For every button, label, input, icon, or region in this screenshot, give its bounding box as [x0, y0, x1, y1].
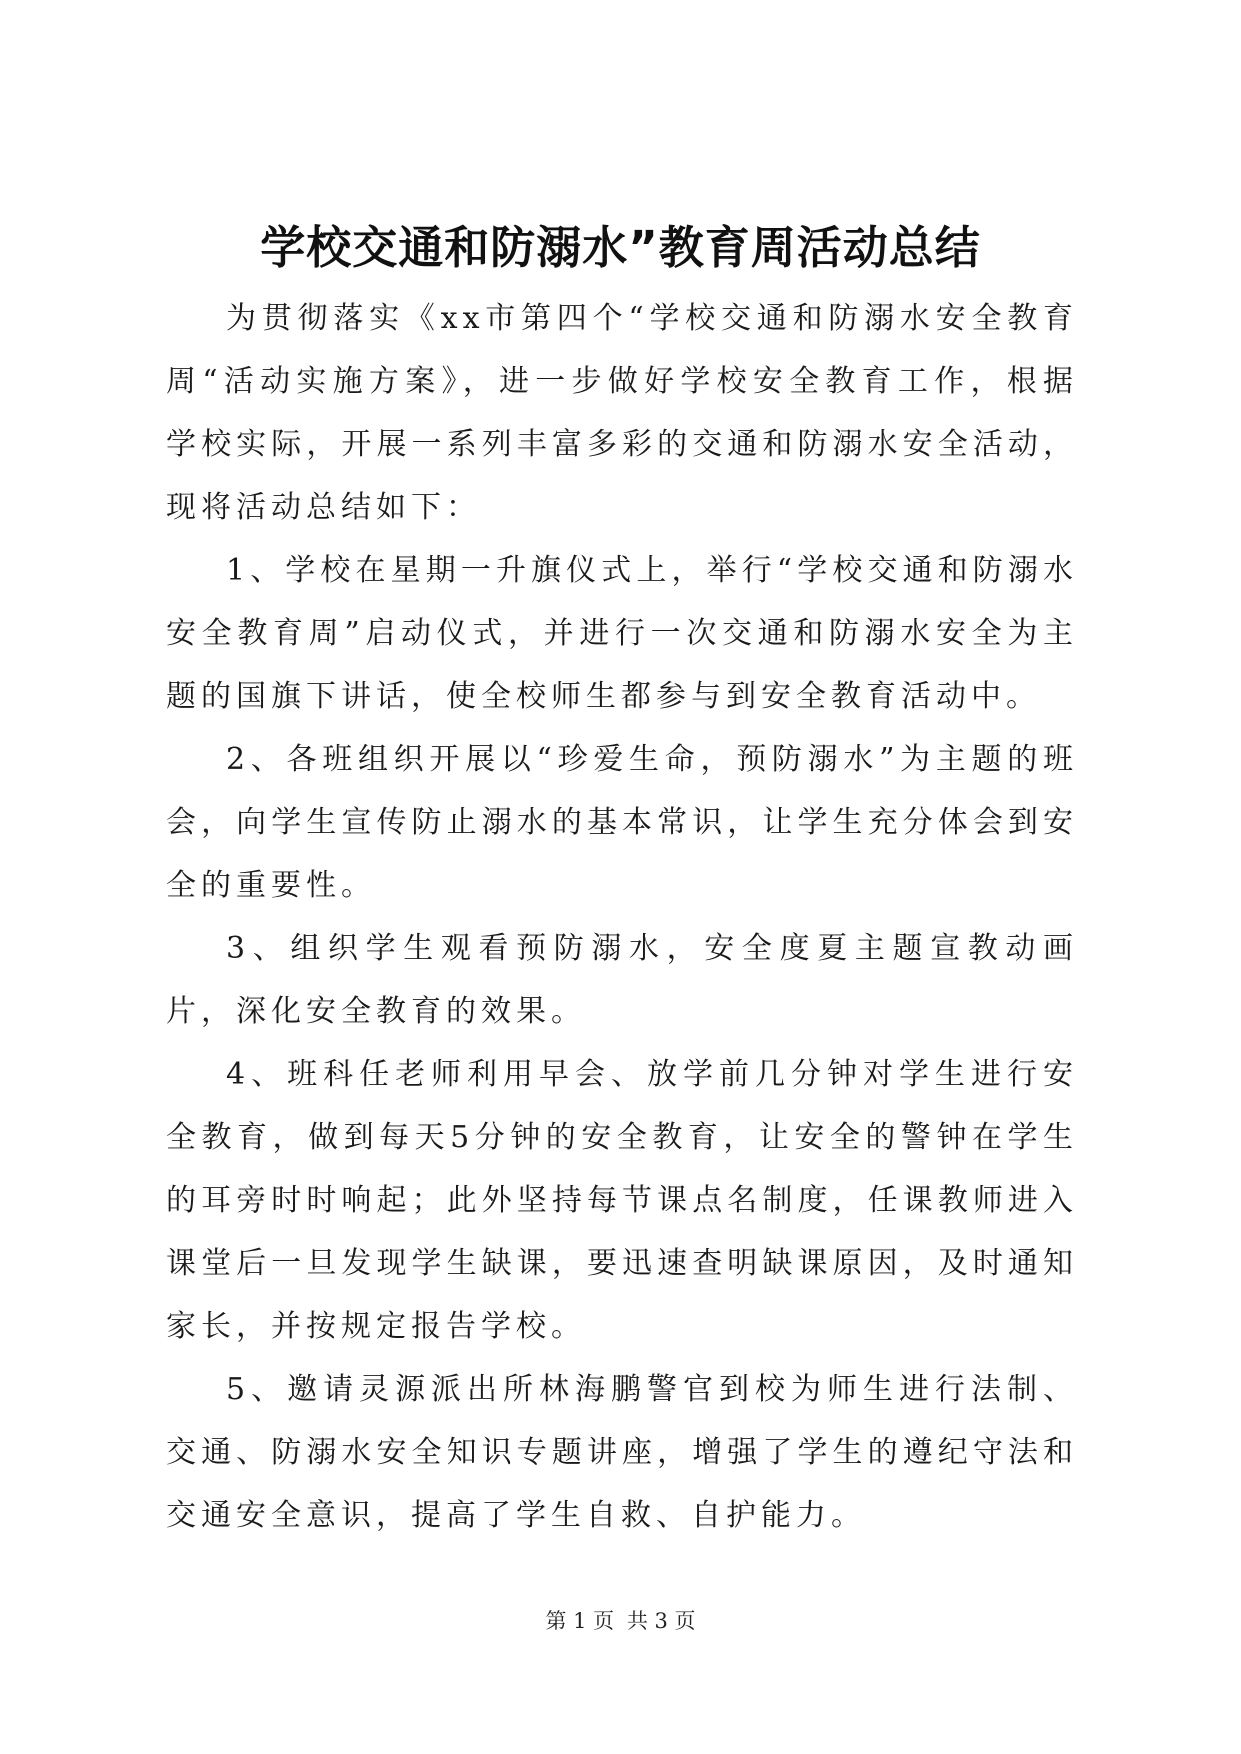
page-footer	[0, 1606, 1241, 1636]
document-body	[166, 287, 1078, 1547]
document-title: 学校交通和防溺水”教育周活动总结	[260, 221, 981, 274]
paragraph-item-4: 4、班科任老师利用早会、放学前几分钟对学生进行安全教育，做到每天5分钟的安全教育，让安全的警钟在学生的耳旁时时响起；此外坚持每节课点名制度，任课教师进入课堂后一旦发现学生缺课，要迅速查明缺课原因，及时通知家长，并按规定报告学校。	[166, 1057, 1078, 1344]
page-number: 第 1 页	[545, 1609, 615, 1633]
page-total: 共 3 页	[626, 1609, 696, 1633]
paragraph-item-3: 3、组织学生观看预防溺水，安全度夏主题宣教动画片，深化安全教育的效果。	[166, 931, 1078, 1029]
paragraph-intro: 为贯彻落实《xx市第四个“学校交通和防溺水安全教育周“活动实施方案》，进一步做好学校安全教育工作，根据学校实际，开展一系列丰富多彩的交通和防溺水安全活动，现将活动总结如下：	[166, 301, 1078, 525]
paragraph-item-1: 1、学校在星期一升旗仪式上，举行“学校交通和防溺水安全教育周”启动仪式，并进行一次交通和防溺水安全为主题的国旗下讲话，使全校师生都参与到安全教育活动中。	[166, 553, 1078, 714]
paragraph-item-2: 2、各班组织开展以“珍爱生命，预防溺水”为主题的班会，向学生宣传防止溺水的基本常识，让学生充分体会到安全的重要性。	[166, 742, 1078, 903]
paragraph-item-5: 5、邀请灵源派出所林海鹏警官到校为师生进行法制、交通、防溺水安全知识专题讲座，增强了学生的遵纪守法和交通安全意识，提高了学生自救、自护能力。	[166, 1372, 1078, 1533]
